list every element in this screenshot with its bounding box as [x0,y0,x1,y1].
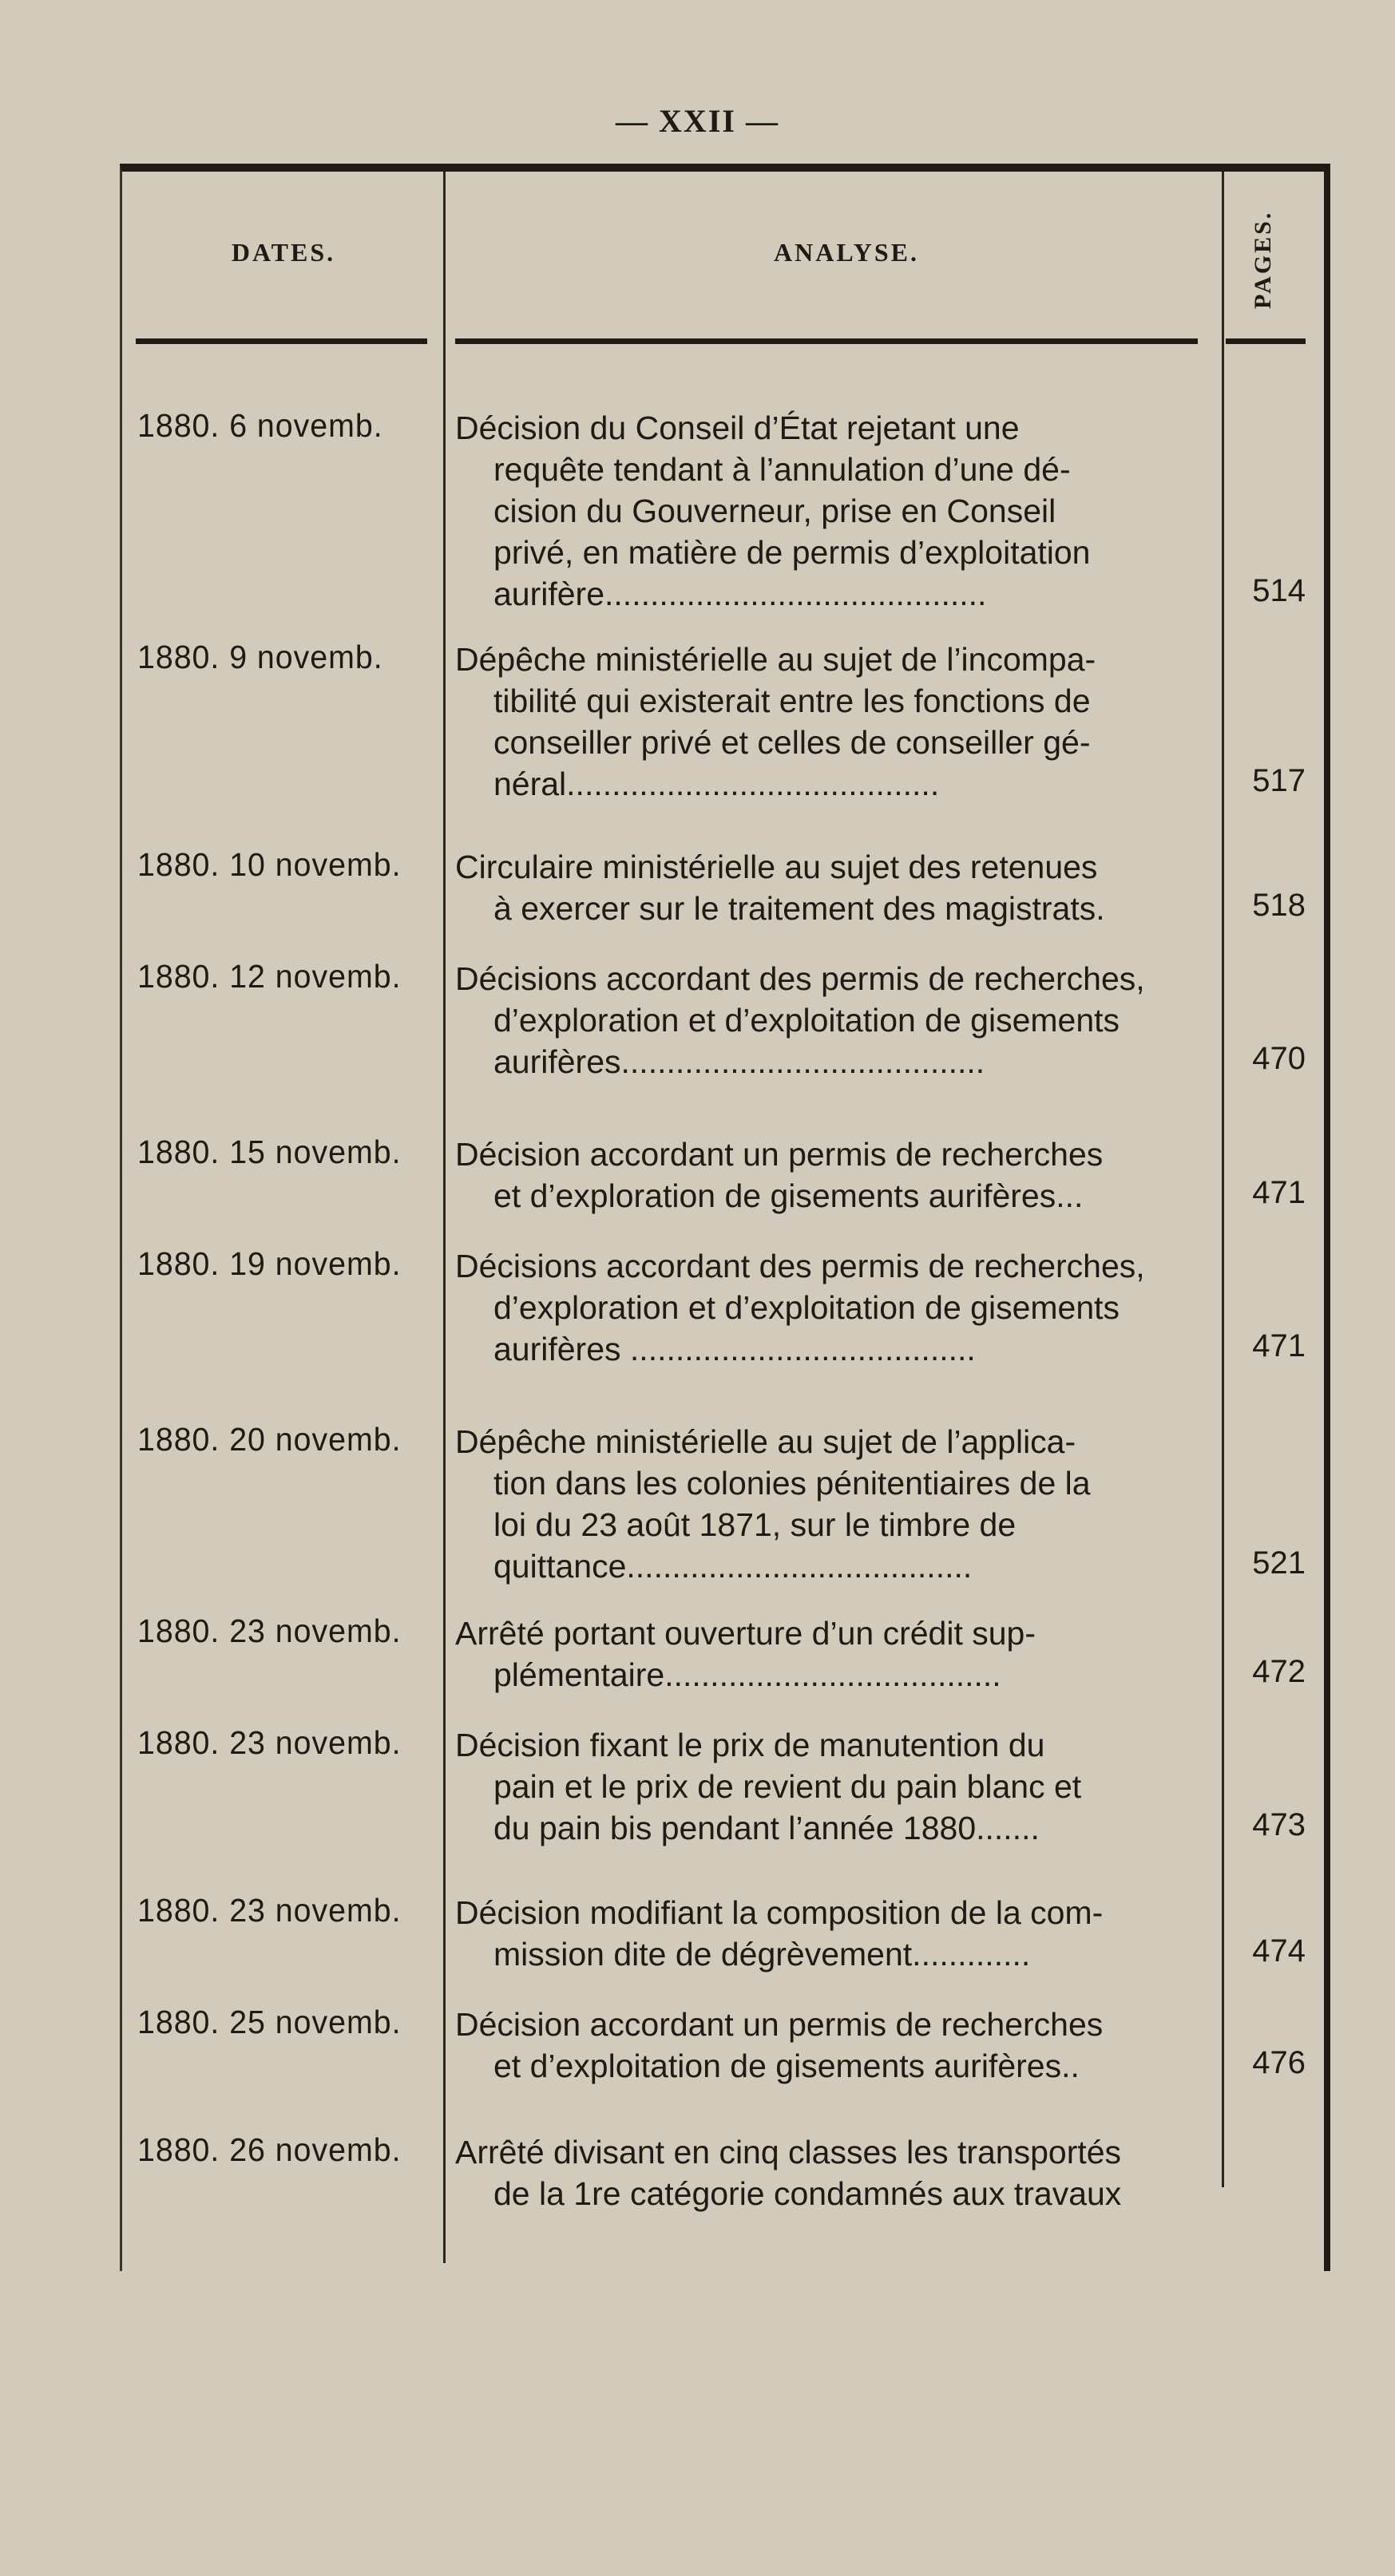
row-analyse [455,1421,1210,1587]
page-number: — XXII — [616,103,779,139]
analyse-line: Arrêté portant ouverture d’un crédit sup- [455,1615,1036,1652]
row-analyse [455,1724,1210,1849]
analyse-line: plémentaire..................................... [493,1656,1001,1693]
analyse-line: à exercer sur le traitement des magistrats. [493,890,1105,927]
analyse-line: Arrêté divisant en cinq classes les transportés [455,2134,1122,2170]
row-page-ref: 471 [1252,1328,1306,1363]
row-analyse [455,1892,1210,1975]
row-date: 1880. 26 novemb. [137,2131,402,2168]
analyse-line: Décisions accordant des permis de recherches, [455,960,1145,997]
row-date: 1880. 25 novemb. [137,2004,402,2040]
row-page-ref: 514 [1252,573,1306,608]
row-date: 1880. 10 novemb. [137,846,402,883]
analyse-line: de la 1re catégorie condamnés aux travaux [493,2175,1122,2212]
row-analyse [455,2131,1210,2214]
analyse-line: Décision accordant un permis de recherches [455,1136,1104,1173]
analyse-line: Circulaire ministérielle au sujet des retenues [455,849,1098,885]
analyse-line: Dépêche ministérielle au sujet de l’incompa- [455,641,1096,678]
row-date: 1880. 20 novemb. [137,1421,402,1458]
column-divider-analyse [1222,172,1224,2187]
analyse-line: du pain bis pendant l’année 1880....... [493,1810,1040,1846]
analyse-line: conseiller privé et celles de conseiller gé- [493,724,1091,761]
row-analyse [455,1134,1210,1217]
row-date: 1880. 12 novemb. [137,958,402,995]
analyse-line: quittance...................................... [493,1548,973,1585]
row-analyse [455,846,1210,929]
row-date: 1880. 15 novemb. [137,1134,402,1170]
analyse-line: et d’exploration de gisements aurifères... [493,1177,1084,1214]
analyse-line: requête tendant à l’annulation d’une dé- [493,451,1071,488]
row-analyse [455,1245,1210,1370]
analyse-line: Décisions accordant des permis de recherches, [455,1248,1145,1284]
row-page-ref: 476 [1252,2045,1306,2080]
header-rule-analyse [455,338,1198,344]
row-page-ref: 471 [1252,1175,1306,1210]
analyse-line: Décision du Conseil d’État rejetant une [455,410,1020,446]
row-page-ref: 473 [1252,1807,1306,1842]
analyse-line: aurifères ...................................... [493,1331,976,1367]
row-date: 1880. 23 novemb. [137,1892,402,1929]
analyse-line: pain et le prix de revient du pain blanc et [493,1768,1082,1805]
row-date: 1880. 6 novemb. [137,407,383,444]
row-page-ref: 474 [1252,1933,1306,1969]
analyse-line: d’exploration et d’exploitation de gisements [493,1289,1120,1326]
row-page-ref: 517 [1252,763,1306,798]
row-analyse [455,639,1210,805]
row-page-ref: 470 [1252,1041,1306,1076]
analyse-line: néral......................................... [493,766,940,802]
header-rule-pages [1226,338,1306,344]
analyse-line: Décision modifiant la composition de la com- [455,1894,1104,1931]
analyse-line: Dépêche ministérielle au sujet de l’applica- [455,1423,1076,1460]
row-date: 1880. 9 novemb. [137,639,383,675]
analyse-line: d’exploration et d’exploitation de gisements [493,1002,1120,1039]
analyse-line: Décision accordant un permis de recherches [455,2006,1104,2043]
analyse-line: aurifère.......................................... [493,576,987,612]
row-page-ref: 518 [1252,888,1306,923]
analyse-line: mission dite de dégrèvement............. [493,1936,1031,1973]
row-page-ref: 472 [1252,1654,1306,1689]
row-analyse [455,2004,1210,2087]
column-divider-dates [443,172,446,2263]
row-date: 1880. 19 novemb. [137,1245,402,1282]
row-analyse [455,407,1210,615]
analyse-line: loi du 23 août 1871, sur le timbre de [493,1506,1017,1543]
analyse-line: privé, en matière de permis d’exploitation [493,534,1091,571]
row-analyse [455,1612,1210,1696]
analyse-line: Décision fixant le prix de manutention du [455,1727,1045,1763]
analyse-line: et d’exploitation de gisements aurifères.. [493,2048,1080,2084]
analyse-line: aurifères........................................ [493,1043,985,1080]
analyse-line: tibilité qui existerait entre les fonctions de [493,683,1091,719]
row-date: 1880. 23 novemb. [137,1612,402,1649]
row-date: 1880. 23 novemb. [137,1724,402,1761]
header-analyse: ANALYSE. [774,238,919,267]
row-analyse [455,958,1210,1082]
row-page-ref: 521 [1252,1545,1306,1581]
header-rule-dates [136,338,427,344]
analyse-line: tion dans les colonies pénitentiaires de la [493,1465,1091,1502]
header-pages: PAGES. [1250,210,1276,309]
analyse-line: cision du Gouverneur, prise en Conseil [493,493,1056,529]
header-dates: DATES. [231,238,336,267]
